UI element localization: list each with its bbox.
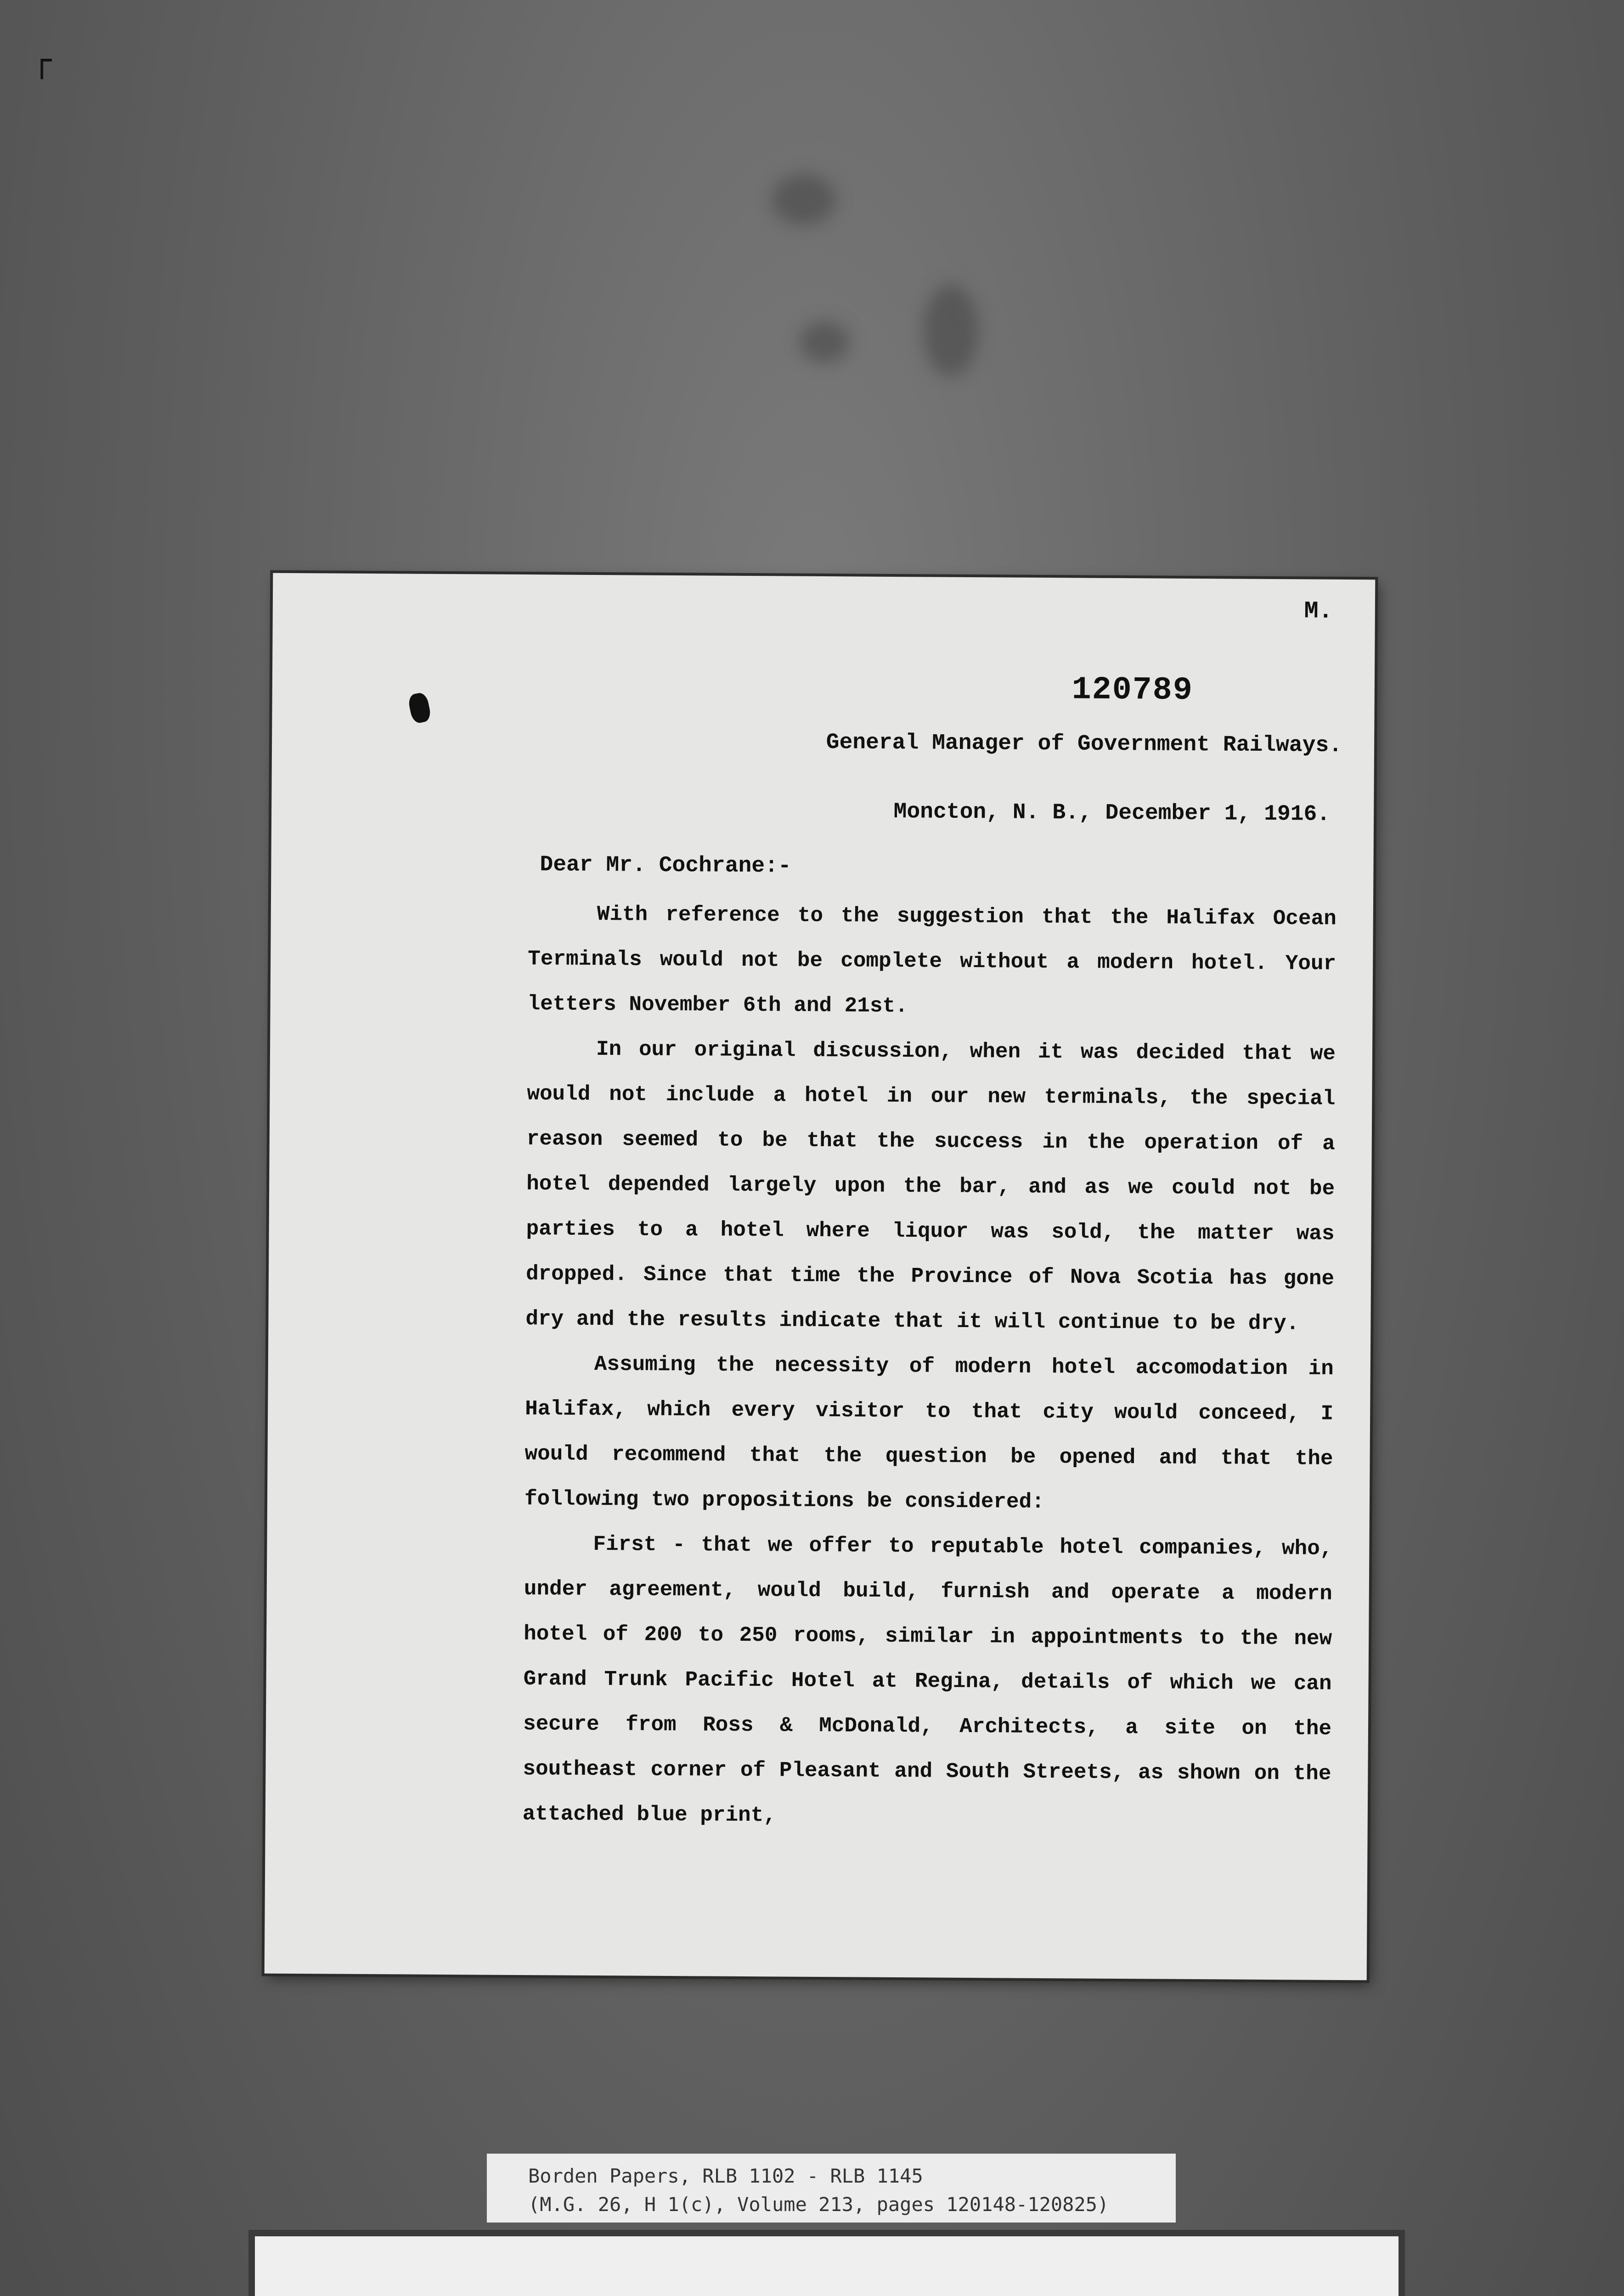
letter-body [523,891,1337,1841]
dateline: Moncton, N. B., December 1, 1916. [893,799,1331,827]
crop-corner-mark: ┌ [32,41,52,79]
corner-mark: M. [1304,597,1333,625]
paragraph: First - that we offer to reputable hotel companies, who, under agreement, would build, furnish and operate a modern hotel of 200 to 250 rooms, similar in appointments to the new Grand Trunk Pacific Hotel at Regina, details of which we can secure from Ross & McDonald, Architects, a site on the southeast corner of Pleasant and South Streets, as shown on the attached blue print, [522,1532,1333,1828]
reference-line-1: Borden Papers, RLB 1102 - RLB 1145 [528,2165,923,2187]
film-smudge [923,285,978,377]
letter-page [265,573,1376,1981]
paragraph: With reference to the suggestion that the Halifax Ocean Terminals would not be complete without a modern hotel. Your letters November 6th and 21st. [527,902,1336,1019]
film-smudge [799,321,850,363]
paragraph: In our original discussion, when it was decided that we would not include a hotel in our new terminals, the special reason seemed to be that the success in the operation of a hotel depended largely upon the bar, and as we could not be parties to a hotel where liquor was sold, the matter was dropped. Since that time the Province of Nova Scotia has gone dry and the results indicate that it will continue to be dry. [525,1037,1336,1336]
archive-card [255,2236,1398,2296]
sender-line: General Manager of Government Railways. [826,730,1342,758]
paragraph: Assuming the necessity of modern hotel accomodation in Halifax, which every visitor to that city would conceed, I would recommend that the question be opened and that the following two propositions be considered: [524,1352,1334,1514]
film-smudge [772,174,836,225]
salutation: Dear Mr. Cochrane:- [540,852,791,879]
reference-line-2: (M.G. 26, H 1(c), Volume 213, pages 120148-120825) [528,2193,1109,2216]
reference-label [487,2154,1176,2223]
punch-hole [407,692,432,724]
document-number: 120789 [1071,672,1194,709]
